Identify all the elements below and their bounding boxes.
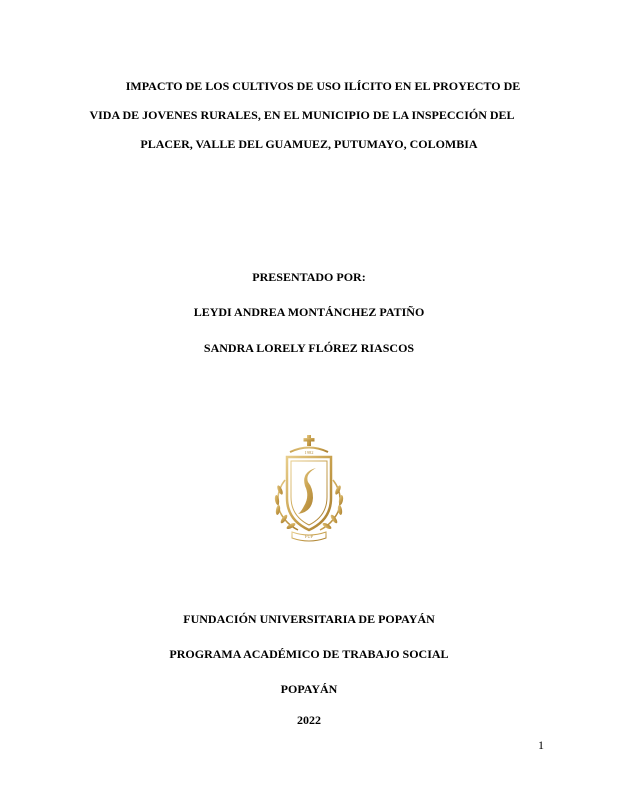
crest-initials: FUP — [304, 534, 314, 539]
program-name: PROGRAMA ACADÉMICO DE TRABAJO SOCIAL — [169, 647, 449, 661]
title-line-2: VIDA DE JOVENES RURALES, EN EL MUNICIPIO DE LA INSPECCIÓN DEL — [89, 108, 515, 122]
university-crest-icon — [268, 432, 350, 544]
title-line-3: PLACER, VALLE DEL GUAMUEZ, PUTUMAYO, COLOMBIA — [140, 137, 478, 151]
crest-year: 1982 — [304, 450, 314, 455]
year: 2022 — [297, 713, 321, 727]
author-2: SANDRA LORELY FLÓREZ RIASCOS — [203, 341, 415, 355]
page-number: 1 — [538, 738, 544, 752]
presented-by-label: PRESENTADO POR: — [252, 270, 366, 284]
title-line-1: IMPACTO DE LOS CULTIVOS DE USO ILÍCITO EN EL PROYECTO DE — [125, 79, 521, 93]
author-1: LEYDI ANDREA MONTÁNCHEZ PATIÑO — [193, 305, 425, 319]
institution-name: FUNDACIÓN UNIVERSITARIA DE POPAYÁN — [183, 612, 435, 626]
city-name: POPAYÁN — [280, 682, 338, 696]
